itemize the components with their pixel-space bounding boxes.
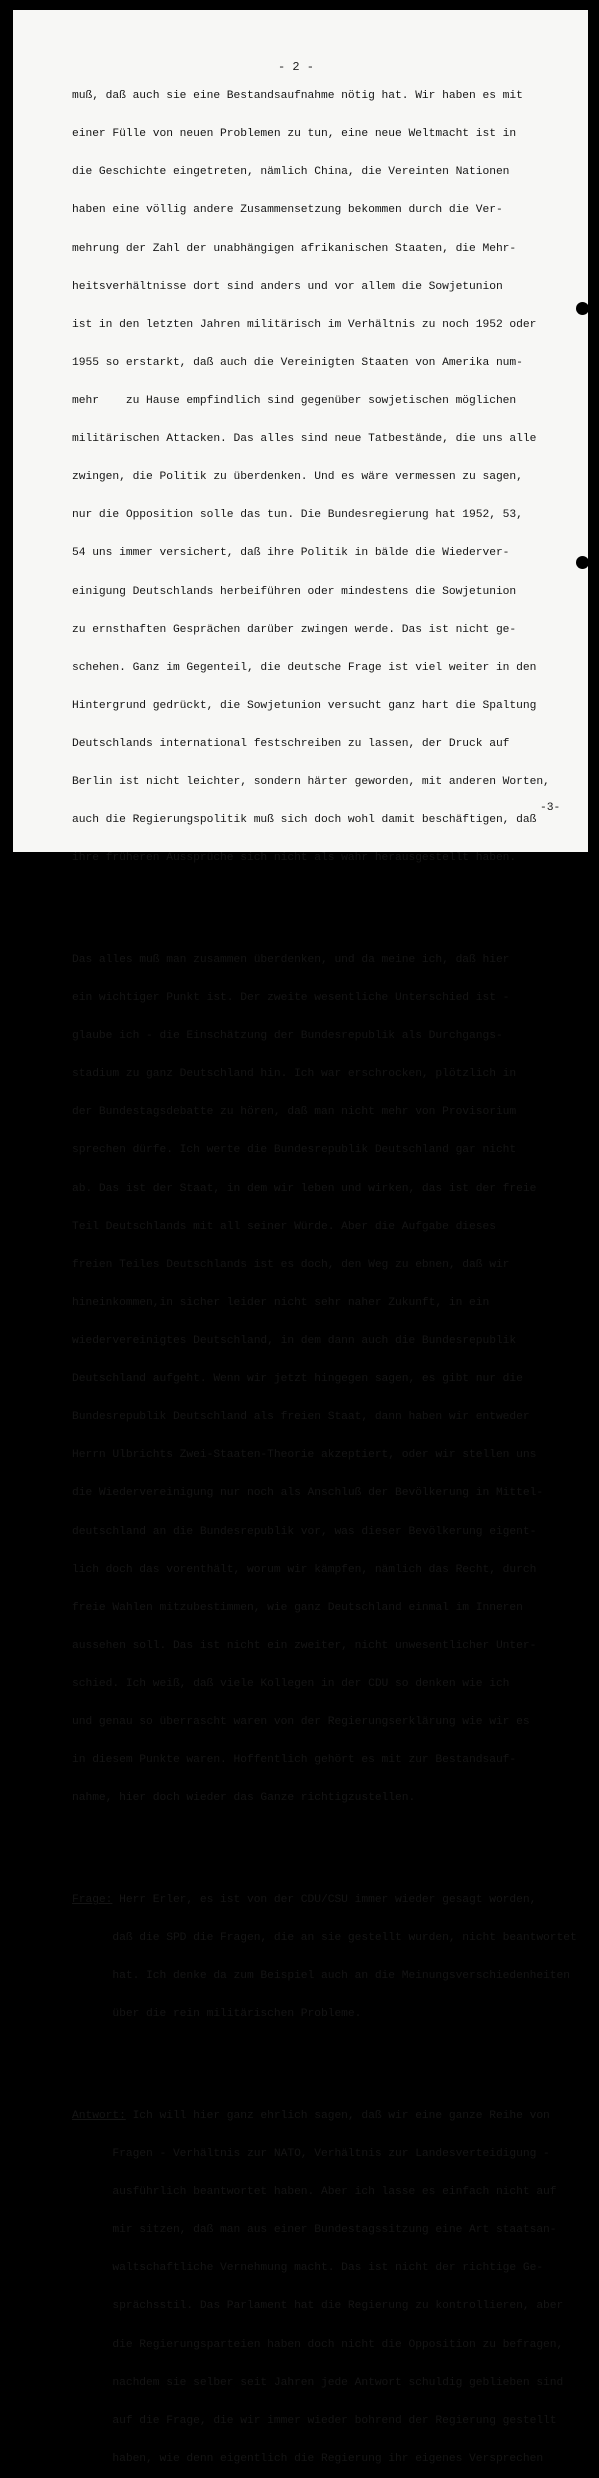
text-line: muß, daß auch sie eine Bestandsaufnahme nötig hat. Wir haben es mit <box>72 90 523 103</box>
text-line: waltschaftliche Vernehmung macht. Das ist nicht der richtige Ge- <box>72 2262 544 2275</box>
text-line: Deutschlands international festschreiben zu lassen, der Druck auf <box>72 737 510 750</box>
text-line: einigung Deutschlands herbeiführen oder mindestens die Sowjetunion <box>72 585 517 598</box>
text-line: nachdem sie selber seit Jahren jede Antwort schuldig geblieben sind <box>72 2376 564 2389</box>
text-line: die Wiedervereinigung nur noch als Anschluß der Bevölkerung in Mittel- <box>72 1487 544 1500</box>
text-line: militärischen Attacken. Das alles sind neue Tatbestände, die uns alle <box>72 433 537 446</box>
text-line: ausführlich beantwortet haben. Aber ich lasse es einfach nicht auf <box>72 2186 557 2199</box>
text-line: 1955 so erstarkt, daß auch die Vereinigten Staaten von Amerika num- <box>72 356 523 369</box>
text-line: einer Fülle von neuen Problemen zu tun, eine neue Weltmacht ist in <box>72 128 517 141</box>
text-line: Teil Deutschlands mit all seiner Würde. Aber die Aufgabe dieses <box>72 1220 496 1233</box>
text-line: Herrn Ulbrichts Zwei-Staaten-Theorie akzeptiert, oder wir stellen uns <box>72 1449 537 1462</box>
text-line: hineinkommen,in sicher leider nicht sehr naher Zukunft, in ein <box>72 1296 490 1309</box>
text-line: in diesem Punkte waren. Hoffentlich gehört es mit zur Bestandsauf- <box>72 1754 517 1767</box>
answer-label: Antwort: <box>72 2109 126 2122</box>
text-line: sprechen dürfe. Ich werte die Bundesrepublik Deutschland gar nicht <box>72 1144 517 1157</box>
text-line: freie Wahlen mitzubestimmen, wie ganz Deutschland einmal im Inneren <box>72 1601 523 1614</box>
text-line: sprächsstil. Das Parlament hat die Regierung zu kontrollieren, aber <box>72 2300 564 2313</box>
text-line: ab. Das ist der Staat, in dem wir leben und wirken, das ist der freie <box>72 1182 537 1195</box>
text-line: Deutschland aufgeht. Wenn wir jetzt hingegen sagen, es gibt nur die <box>72 1373 523 1386</box>
body-text <box>72 52 582 2478</box>
text-line: freien Teiles Deutschlands ist es doch, den Weg zu ebnen, daß wir <box>72 1258 510 1271</box>
text-line: stadium zu ganz Deutschland hin. Ich war erschrocken, plötzlich in <box>72 1068 517 1081</box>
text-line: haben, wie denn eigentlich die Regierung ihr eigenes Versprechen <box>72 2452 544 2465</box>
question-label: Frage: <box>72 1893 113 1906</box>
next-page-marker: -3- <box>540 802 561 814</box>
text-line: Fragen - Verhältnis zur NATO, Verhältnis zur Landesverteidigung - <box>72 2147 550 2160</box>
text-line: glaube ich - die Einschätzung der Bundesrepublik als Durchgangs- <box>72 1030 503 1043</box>
text-line: aussehen soll. Das ist nicht ein zweiter, nicht unwesentlicher Unter- <box>72 1639 537 1652</box>
text-line: mehrung der Zahl der unabhängigen afrikanischen Staaten, die Mehr- <box>72 242 517 255</box>
text-line: Ich will hier ganz ehrlich sagen, daß wir eine ganze Reihe von <box>125 2109 550 2122</box>
text-line: Herr Erler, es ist von der CDU/CSU immer wieder gesagt worden, <box>112 1893 537 1906</box>
text-line: mir sitzen, daß man aus einer Bundestagssitzung eine Art staatsan- <box>72 2224 557 2237</box>
text-line: hat. Ich denke da zum Beispiel auch an die Meinungsverschiedenheiten <box>72 1970 570 1983</box>
text-line: daß die SPD die Fragen, die an sie gestellt wurden, nicht beantwortet <box>72 1932 577 1945</box>
text-line: schehen. Ganz im Gegenteil, die deutsche Frage ist viel weiter in den <box>72 661 537 674</box>
text-line: die Geschichte eingetreten, nämlich China, die Vereinten Nationen <box>72 166 510 179</box>
text-line: die Regierungsparteien haben doch nicht die Opposition zu befragen, <box>72 2338 564 2351</box>
text-line: ihre früheren Aussprüche sich nicht als wahr herausgestellt haben. <box>72 852 517 865</box>
text-line: auf die Frage, die wir immer wieder bohrend der Regierung gestellt <box>72 2414 557 2427</box>
text-line: über die rein militärischen Probleme. <box>72 2008 362 2021</box>
question-first-line <box>72 1894 582 1907</box>
text-line: ist in den letzten Jahren militärisch im Verhältnis zu noch 1952 oder <box>72 318 537 331</box>
text-line: lich doch das vorenthält, worum wir kämpfen, nämlich das Recht, durch <box>72 1563 537 1576</box>
text-line: nur die Opposition solle das tun. Die Bundesregierung hat 1952, 53, <box>72 509 523 522</box>
text-line: mehr zu Hause empfindlich sind gegenüber sowjetischen möglichen <box>72 394 517 407</box>
answer-first-line <box>72 2110 582 2123</box>
text-line: ein wichtiger Punkt ist. Der zweite wesentliche Unterschied ist - <box>72 992 510 1005</box>
text-line: zu ernsthaften Gesprächen darüber zwingen werde. Das ist nicht ge- <box>72 623 517 636</box>
page-number: - 2 - <box>278 60 315 74</box>
text-line: zwingen, die Politik zu überdenken. Und es wäre vermessen zu sagen, <box>72 471 523 484</box>
text-line: schied. Ich weiß, daß viele Kollegen in der CDU so denken wie ich <box>72 1677 510 1690</box>
text-line: deutschland an die Bundesrepublik vor, was dieser Bevölkerung eigent- <box>72 1525 537 1538</box>
paragraph-gap <box>72 2046 582 2059</box>
paragraph-gap <box>72 890 582 903</box>
text-line: und genau so überrascht waren von der Regierungserklärung wie wir es <box>72 1716 530 1729</box>
text-line: Berlin ist nicht leichter, sondern härter geworden, mit anderen Worten, <box>72 776 550 789</box>
text-line: der Bundestagsdebatte zu hören, daß man nicht mehr von Provisorium <box>72 1106 517 1119</box>
text-line: Bundesrepublik Deutschland als freien Staat, dann haben wir entweder <box>72 1411 530 1424</box>
text-line: wiedervereinigtes Deutschland, in dem dann auch die Bundesrepublik <box>72 1335 517 1347</box>
text-line: Hintergrund gedrückt, die Sowjetunion versucht ganz hart die Spaltung <box>72 699 537 712</box>
text-line: heitsverhältnisse dort sind anders und vor allem die Sowjetunion <box>72 280 503 293</box>
paragraph-gap <box>72 1830 582 1843</box>
text-line: 54 uns immer versichert, daß ihre Politik in bälde die Wiederver- <box>72 547 510 560</box>
text-line: haben eine völlig andere Zusammensetzung bekommen durch die Ver- <box>72 204 503 217</box>
text-line: Das alles muß man zusammen überdenken, und da meine ich, daß hier <box>72 953 510 966</box>
text-line: auch die Regierungspolitik muß sich doch wohl damit beschäftigen, daß <box>72 814 537 827</box>
text-line: nahme, hier doch wieder das Ganze richtigzustellen. <box>72 1792 416 1805</box>
